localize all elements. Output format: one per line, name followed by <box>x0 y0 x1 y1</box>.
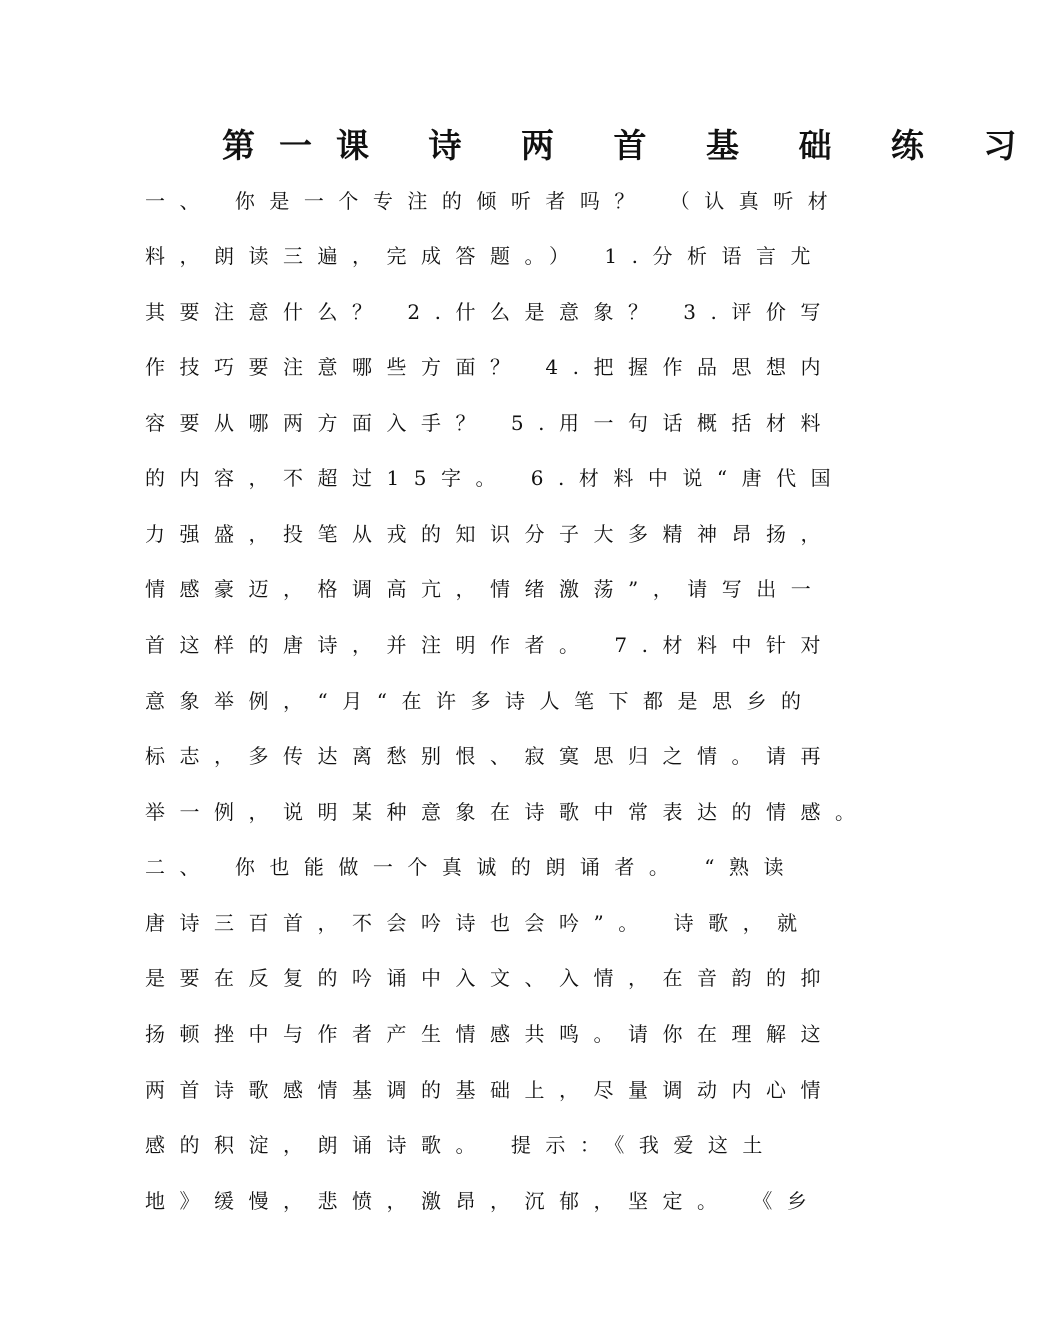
text-line: 是要在反复的吟诵中入文、入情，在音韵的抑 <box>145 966 835 990</box>
text-line: 料，朗读三遍，完成答题。） 1.分析语言尤 <box>145 244 825 268</box>
text-line: 容要从哪两方面入手？ 5.用一句话概括材料 <box>145 411 835 435</box>
text-line: 意象举例，“月“在许多诗人笔下都是思乡的 <box>145 689 816 713</box>
text-line: 其要注意什么？ 2.什么是意象？ 3.评价写 <box>145 300 835 324</box>
text-line: 情感豪迈，格调高亢，情绪激荡”，请写出一 <box>145 577 826 601</box>
text-line: 作技巧要注意哪些方面？ 4.把握作品思想内 <box>145 355 835 379</box>
text-line: 力强盛，投笔从戎的知识分子大多精神昂扬， <box>145 522 835 546</box>
page-title: 第一课 诗 两 首 基 础 练 习 <box>222 126 1040 165</box>
text-line: 举一例，说明某种意象在诗歌中常表达的情感。 <box>145 800 870 824</box>
text-line: 二、 你也能做一个真诚的朗诵者。 “熟读 <box>145 855 798 879</box>
text-line: 扬顿挫中与作者产生情感共鸣。请你在理解这 <box>145 1022 835 1046</box>
text-line: 感的积淀，朗诵诗歌。 提示：《我爱这土 <box>145 1133 777 1157</box>
text-line: 唐诗三百首，不会吟诗也会吟”。 诗歌，就 <box>145 911 812 935</box>
text-line: 首这样的唐诗，并注明作者。 7.材料中针对 <box>145 633 835 657</box>
text-line: 两首诗歌感情基调的基础上，尽量调动内心情 <box>145 1078 835 1102</box>
text-line: 的内容，不超过15字。 6.材料中说“唐代国 <box>145 466 846 490</box>
text-line: 一、 你是一个专注的倾听者吗？ （认真听材 <box>145 189 843 213</box>
text-line: 地》缓慢，悲愤，激昂，沉郁，坚定。 《乡 <box>145 1189 822 1213</box>
text-line: 标志，多传达离愁别恨、寂寞思归之情。请再 <box>145 744 835 768</box>
